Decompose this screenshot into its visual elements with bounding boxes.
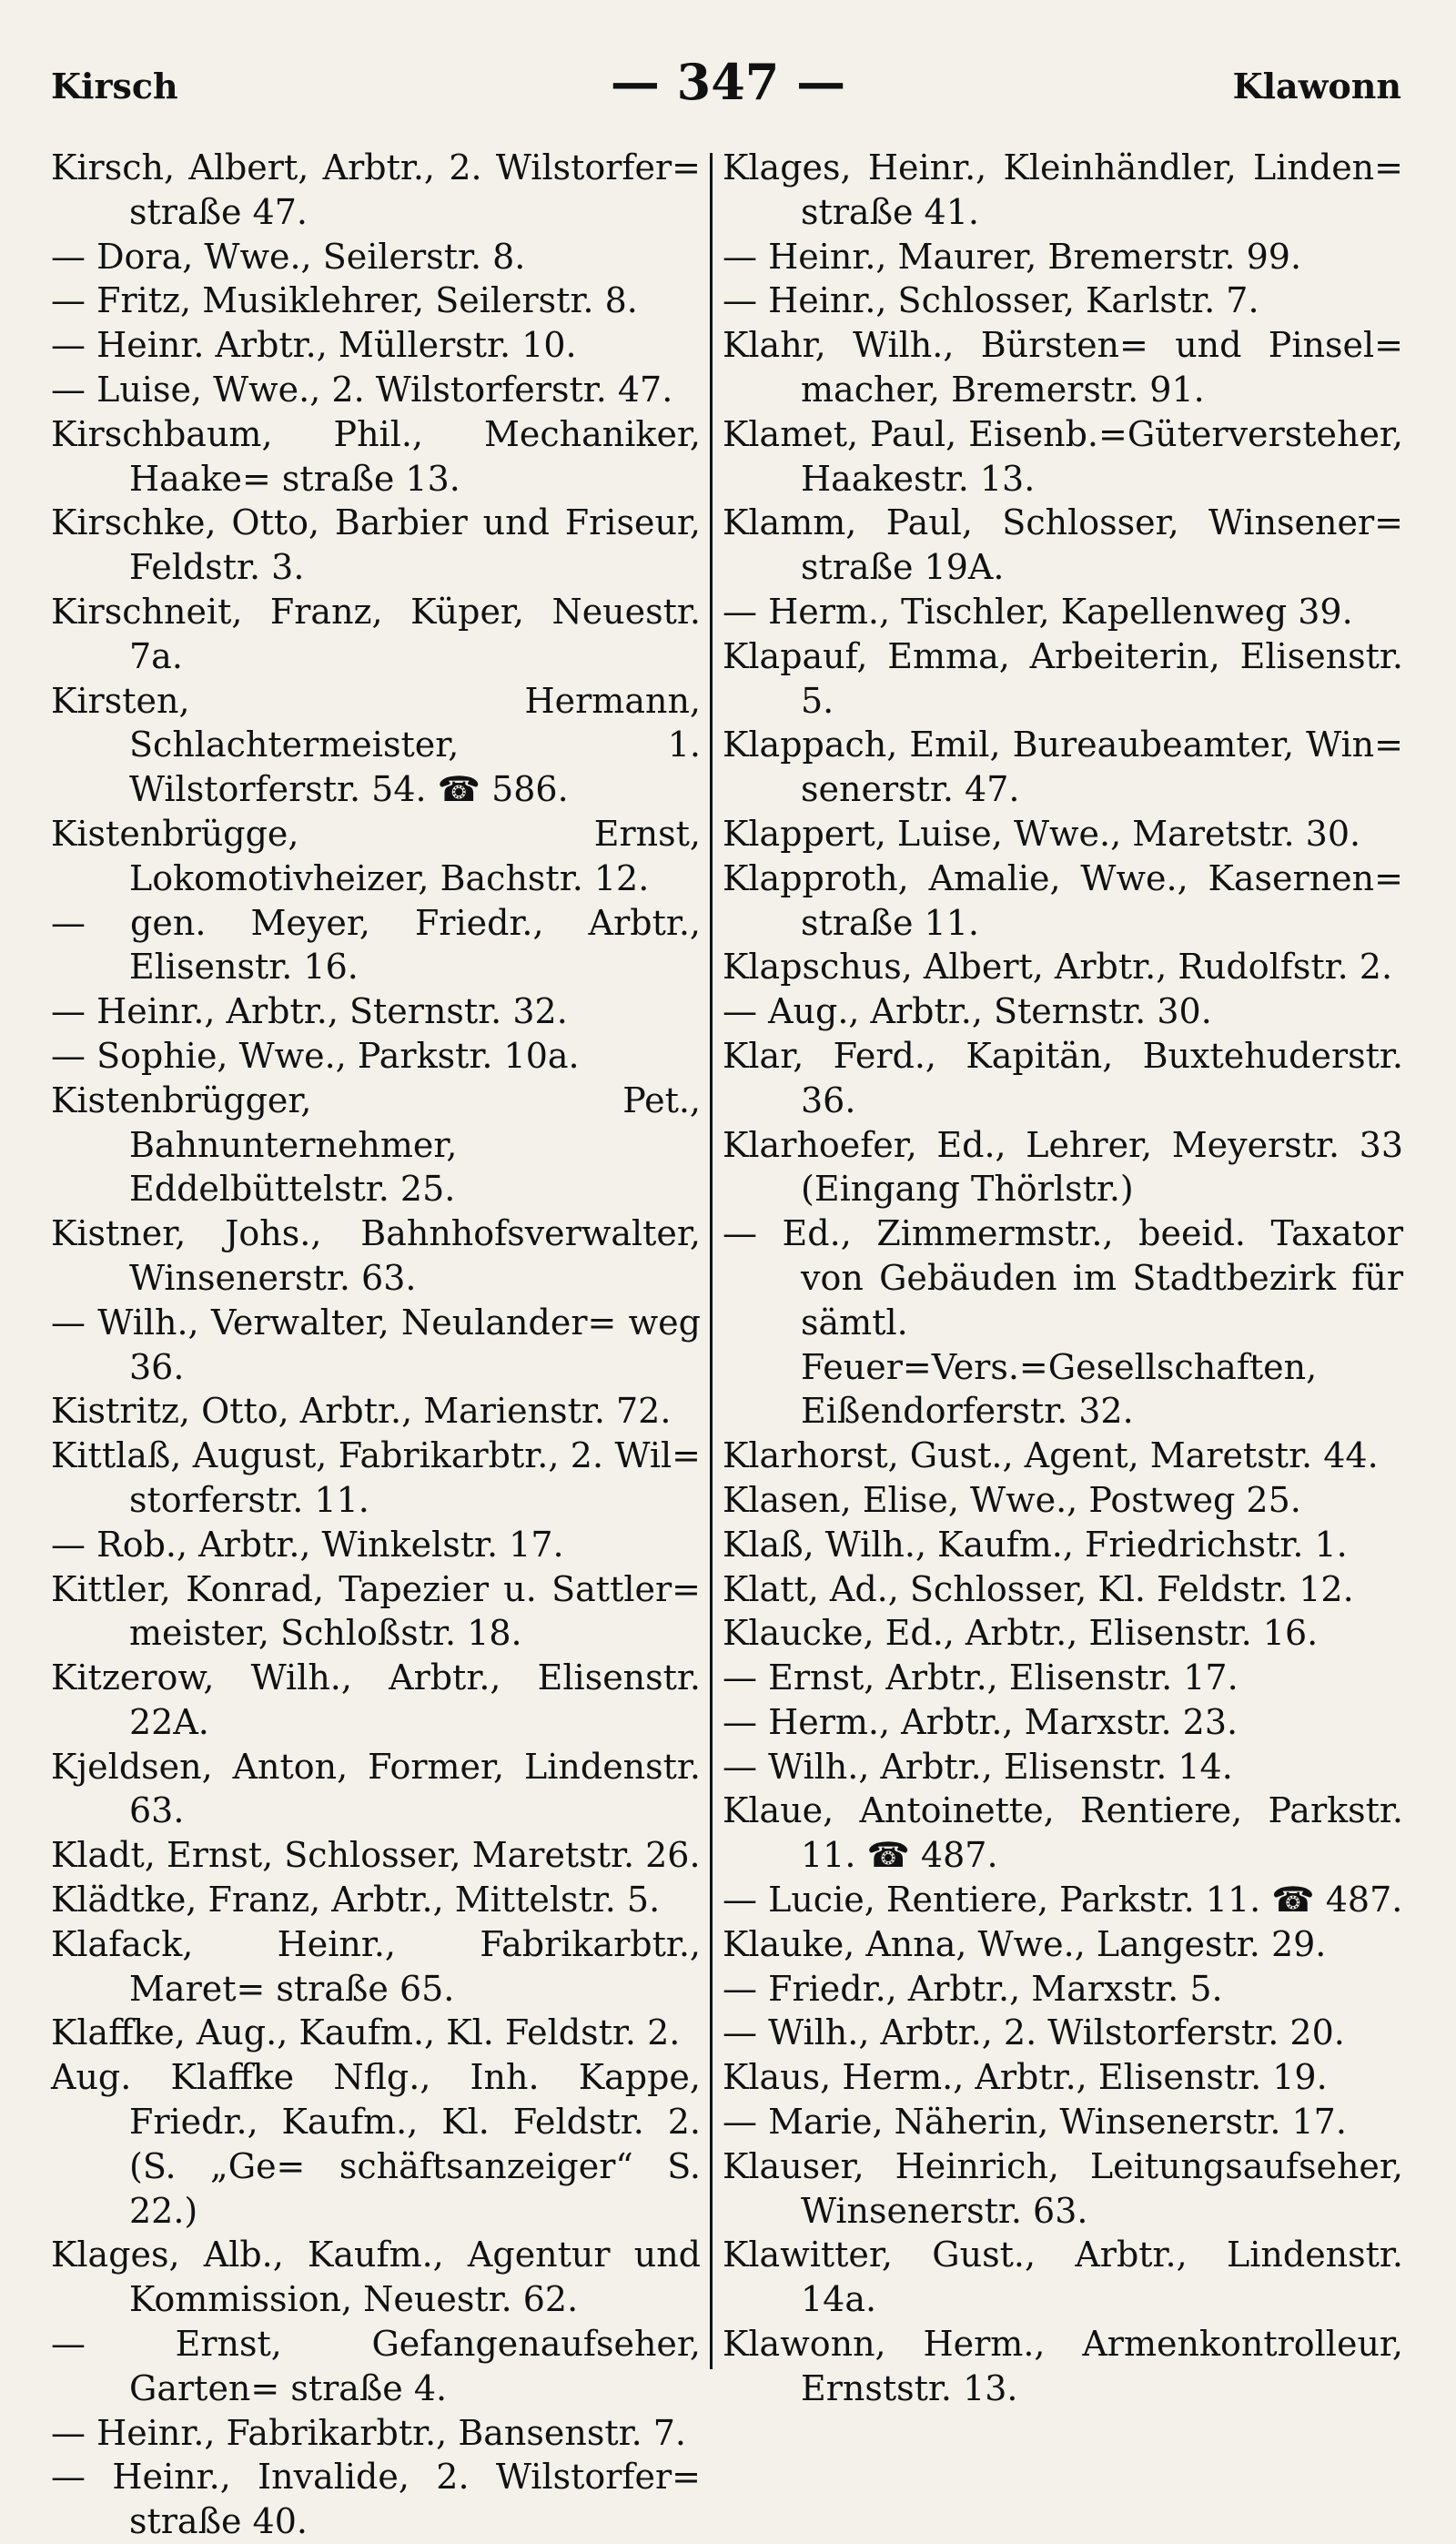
directory-entry: — Fritz, Musiklehrer, Seilerstr. 8. bbox=[51, 280, 638, 321]
directory-entry: — Rob., Arbtr., Winkelstr. 17. bbox=[51, 1524, 564, 1565]
directory-entry: Kittlaß, August, Fabrikarbtr., 2. Wil= storferstr. 11. bbox=[51, 1435, 701, 1520]
directory-entry: Kirsch, Albert, Arbtr., 2. Wilstorfer= straße 47. bbox=[51, 147, 701, 232]
directory-entry: — Ernst, Gefangenaufseher, Garten= straße 4. bbox=[51, 2324, 701, 2408]
directory-entry: Kirsten, Hermann, Schlachtermeister, 1. Wilstorferstr. 54. ☎ 586. bbox=[51, 680, 701, 810]
directory-entry: — Herm., Tischler, Kapellenweg 39. bbox=[723, 591, 1353, 632]
directory-entry: Klamm, Paul, Schlosser, Winsener= straße 19A. bbox=[723, 502, 1403, 588]
directory-entry: Klafack, Heinr., Fabrikarbtr., Maret= straße 65. bbox=[51, 1923, 701, 2009]
directory-entry: Klädtke, Franz, Arbtr., Mittelstr. 5. bbox=[51, 1880, 661, 1921]
directory-entry: — Aug., Arbtr., Sternstr. 30. bbox=[723, 991, 1212, 1032]
directory-entry: — Heinr., Fabrikarbtr., Bansenstr. 7. bbox=[51, 2412, 687, 2453]
directory-entry: Klages, Alb., Kaufm., Agentur und Kommission, Neuestr. 62. bbox=[51, 2235, 701, 2320]
directory-entry: Klappert, Luise, Wwe., Maretstr. 30. bbox=[723, 813, 1361, 854]
page-header bbox=[0, 53, 1456, 126]
directory-entry: — Wilh., Verwalter, Neulander= weg 36. bbox=[51, 1302, 701, 1387]
directory-entry: — Heinr., Invalide, 2. Wilstorfer= straße 40. bbox=[51, 2457, 701, 2542]
directory-entry: Klarhoefer, Ed., Lehrer, Meyerstr. 33 (Eingang Thörlstr.) bbox=[723, 1124, 1403, 1210]
directory-entry: Klapschus, Albert, Arbtr., Rudolfstr. 2. bbox=[723, 947, 1393, 988]
directory-entry: Klaus, Herm., Arbtr., Elisenstr. 19. bbox=[723, 2057, 1328, 2098]
directory-entry: Kitzerow, Wilh., Arbtr., Elisenstr. 22A. bbox=[51, 1657, 701, 1742]
directory-entry: Kistner, Johs., Bahnhofsverwalter, Winsenerstr. 63. bbox=[51, 1213, 701, 1298]
directory-entry: Klahr, Wilh., Bürsten= und Pinsel= macher, Bremerstr. 91. bbox=[723, 325, 1403, 410]
directory-entry: Klages, Heinr., Kleinhändler, Linden= straße 41. bbox=[723, 147, 1403, 232]
directory-entry: Klaß, Wilh., Kaufm., Friedrichstr. 1. bbox=[723, 1524, 1348, 1565]
directory-entry: — Sophie, Wwe., Parkstr. 10a. bbox=[51, 1035, 580, 1076]
directory-entry: — Marie, Näherin, Winsenerstr. 17. bbox=[723, 2102, 1347, 2143]
directory-entry: Klappach, Emil, Bureaubeamter, Win= senerstr. 47. bbox=[723, 725, 1403, 810]
directory-entry: Kirschneit, Franz, Küper, Neuestr. 7a. bbox=[51, 591, 701, 676]
directory-entry: Klamet, Paul, Eisenb.=Güterversteher, Haakestr. 13. bbox=[723, 413, 1403, 499]
directory-entry: — Wilh., Arbtr., 2. Wilstorferstr. 20. bbox=[723, 2012, 1345, 2053]
column-divider bbox=[710, 153, 713, 2369]
directory-entry: — Ed., Zimmermstr., beeid. Taxator von Gebäuden im Stadtbezirk für sämtl. Feuer=Vers.=Gesellschaften, Eißendorferstr. 32. bbox=[723, 1213, 1403, 1432]
directory-entry: — Herm., Arbtr., Marxstr. 23. bbox=[723, 1701, 1239, 1742]
directory-entry: Aug. Klaffke Nflg., Inh. Kappe, Friedr., Kaufm., Kl. Feldstr. 2. (S. „Ge= schäftsanzeiger“ S. 22.) bbox=[51, 2057, 701, 2231]
directory-entry: Klatt, Ad., Schlosser, Kl. Feldstr. 12. bbox=[723, 1568, 1354, 1609]
directory-entry: Klarhorst, Gust., Agent, Maretstr. 44. bbox=[723, 1435, 1379, 1476]
page-number: — 347 — bbox=[610, 53, 846, 111]
directory-entry: Klauser, Heinrich, Leitungsaufseher, Winsenerstr. 63. bbox=[723, 2145, 1403, 2231]
directory-entry: Klasen, Elise, Wwe., Postweg 25. bbox=[723, 1479, 1301, 1520]
directory-entry: — Friedr., Arbtr., Marxstr. 5. bbox=[723, 1968, 1223, 2009]
directory-entry: Klaucke, Ed., Arbtr., Elisenstr. 16. bbox=[723, 1613, 1319, 1654]
directory-entry: Kistritz, Otto, Arbtr., Marienstr. 72. bbox=[51, 1391, 672, 1432]
directory-entry: Klauke, Anna, Wwe., Langestr. 29. bbox=[723, 1923, 1327, 1964]
right-column bbox=[723, 146, 1403, 2411]
directory-entry: Klapproth, Amalie, Wwe., Kasernen= straße 11. bbox=[723, 857, 1403, 943]
directory-entry: Klawonn, Herm., Armenkontrolleur, Ernststr. 13. bbox=[723, 2324, 1403, 2408]
directory-entry: — Lucie, Rentiere, Parkstr. 11. ☎ 487. bbox=[723, 1880, 1403, 1921]
directory-entry: Kladt, Ernst, Schlosser, Maretstr. 26. bbox=[51, 1835, 701, 1876]
directory-entry: — Wilh., Arbtr., Elisenstr. 14. bbox=[723, 1746, 1233, 1787]
directory-entry: Kirschke, Otto, Barbier und Friseur, Feldstr. 3. bbox=[51, 502, 701, 588]
directory-entry: Kittler, Konrad, Tapezier u. Sattler= meister, Schloßstr. 18. bbox=[51, 1568, 701, 1654]
directory-entry: — Heinr. Arbtr., Müllerstr. 10. bbox=[51, 325, 577, 366]
directory-entry: — Heinr., Schlosser, Karlstr. 7. bbox=[723, 280, 1259, 321]
directory-entry: — Ernst, Arbtr., Elisenstr. 17. bbox=[723, 1657, 1239, 1698]
left-column bbox=[51, 146, 701, 2544]
directory-entry: — Heinr., Arbtr., Sternstr. 32. bbox=[51, 991, 568, 1032]
header-last-name: Klawonn bbox=[1232, 66, 1401, 106]
directory-entry: — Dora, Wwe., Seilerstr. 8. bbox=[51, 236, 526, 277]
directory-entry: Klar, Ferd., Kapitän, Buxtehuderstr. 36. bbox=[723, 1035, 1403, 1120]
directory-entry: — Luise, Wwe., 2. Wilstorferstr. 47. bbox=[51, 369, 673, 410]
directory-entry: — gen. Meyer, Friedr., Arbtr., Elisenstr. 16. bbox=[51, 902, 701, 988]
directory-entry: Kistenbrügge, Ernst, Lokomotivheizer, Bachstr. 12. bbox=[51, 813, 701, 898]
directory-entry: — Heinr., Maurer, Bremerstr. 99. bbox=[723, 236, 1302, 277]
directory-entry: Kjeldsen, Anton, Former, Lindenstr. 63. bbox=[51, 1746, 701, 1831]
header-first-name: Kirsch bbox=[51, 66, 178, 106]
directory-entry: Kistenbrügger, Pet., Bahnunternehmer, Eddelbüttelstr. 25. bbox=[51, 1079, 701, 1210]
directory-entry: Klaffke, Aug., Kaufm., Kl. Feldstr. 2. bbox=[51, 2012, 681, 2053]
directory-entry: Klapauf, Emma, Arbeiterin, Elisenstr. 5. bbox=[723, 635, 1403, 721]
directory-entry: Kirschbaum, Phil., Mechaniker, Haake= straße 13. bbox=[51, 413, 701, 499]
directory-entry: Klawitter, Gust., Arbtr., Lindenstr. 14a. bbox=[723, 2235, 1403, 2320]
directory-entry: Klaue, Antoinette, Rentiere, Parkstr. 11. ☎ 487. bbox=[723, 1790, 1403, 1876]
